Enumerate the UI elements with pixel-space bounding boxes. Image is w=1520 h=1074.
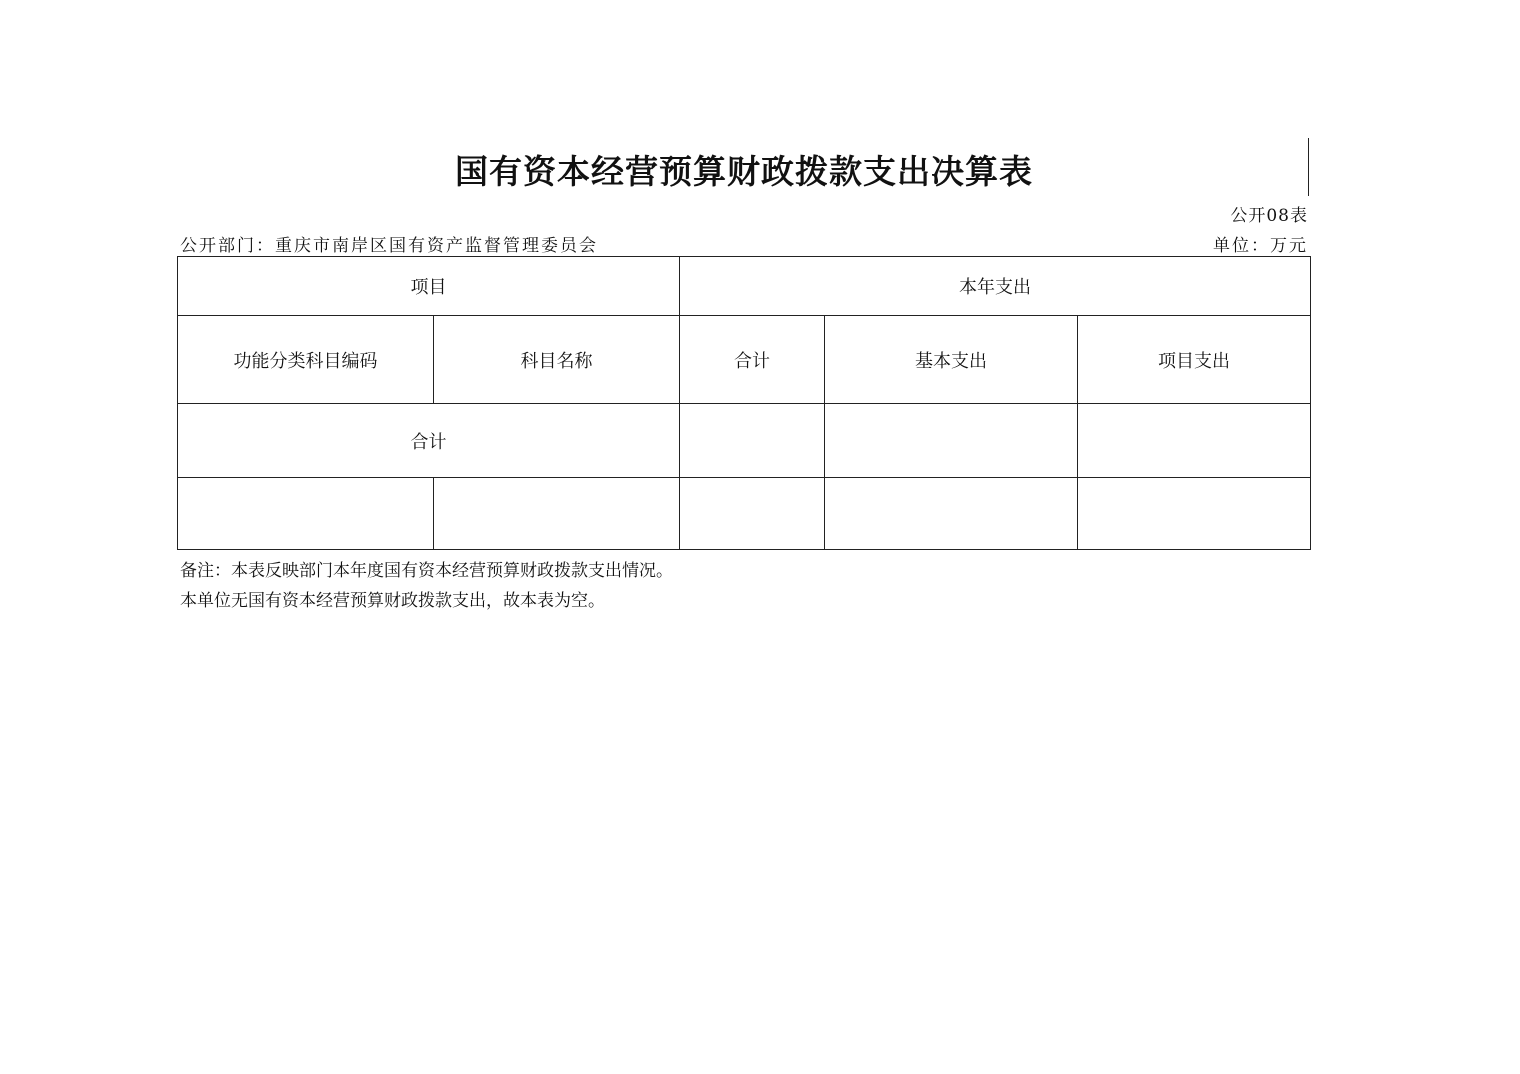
cell-project-expense [1078, 478, 1311, 550]
note-line-1: 备注：本表反映部门本年度国有资本经营预算财政拨款支出情况。 [180, 561, 673, 581]
header-item: 项目 [178, 257, 680, 316]
note-line-2: 本单位无国有资本经营预算财政拨款支出，故本表为空。 [180, 591, 605, 611]
total-row-label: 合计 [178, 404, 680, 478]
total-row-total [680, 404, 825, 478]
header-function-code: 功能分类科目编码 [178, 316, 434, 404]
cell-subject-name [434, 478, 680, 550]
header-row-2 [178, 316, 1311, 404]
total-row [178, 404, 1311, 478]
page-title: 国有资本经营预算财政拨款支出决算表 [455, 152, 1033, 191]
header-total: 合计 [680, 316, 825, 404]
cell-function-code [178, 478, 434, 550]
header-row-1 [178, 257, 1311, 316]
header-current-year-expense: 本年支出 [680, 257, 1311, 316]
total-row-project [1078, 404, 1311, 478]
cell-basic-expense [825, 478, 1078, 550]
header-basic-expense: 基本支出 [825, 316, 1078, 404]
department-label: 公开部门：重庆市南岸区国有资产监督管理委员会 [180, 236, 598, 256]
header-subject-name: 科目名称 [434, 316, 680, 404]
unit-label: 单位：万元 [1213, 236, 1308, 256]
table-row [178, 478, 1311, 550]
header-project-expense: 项目支出 [1078, 316, 1311, 404]
expense-table [177, 256, 1311, 550]
total-row-basic [825, 404, 1078, 478]
cell-total [680, 478, 825, 550]
form-number: 公开08表 [1230, 206, 1308, 226]
